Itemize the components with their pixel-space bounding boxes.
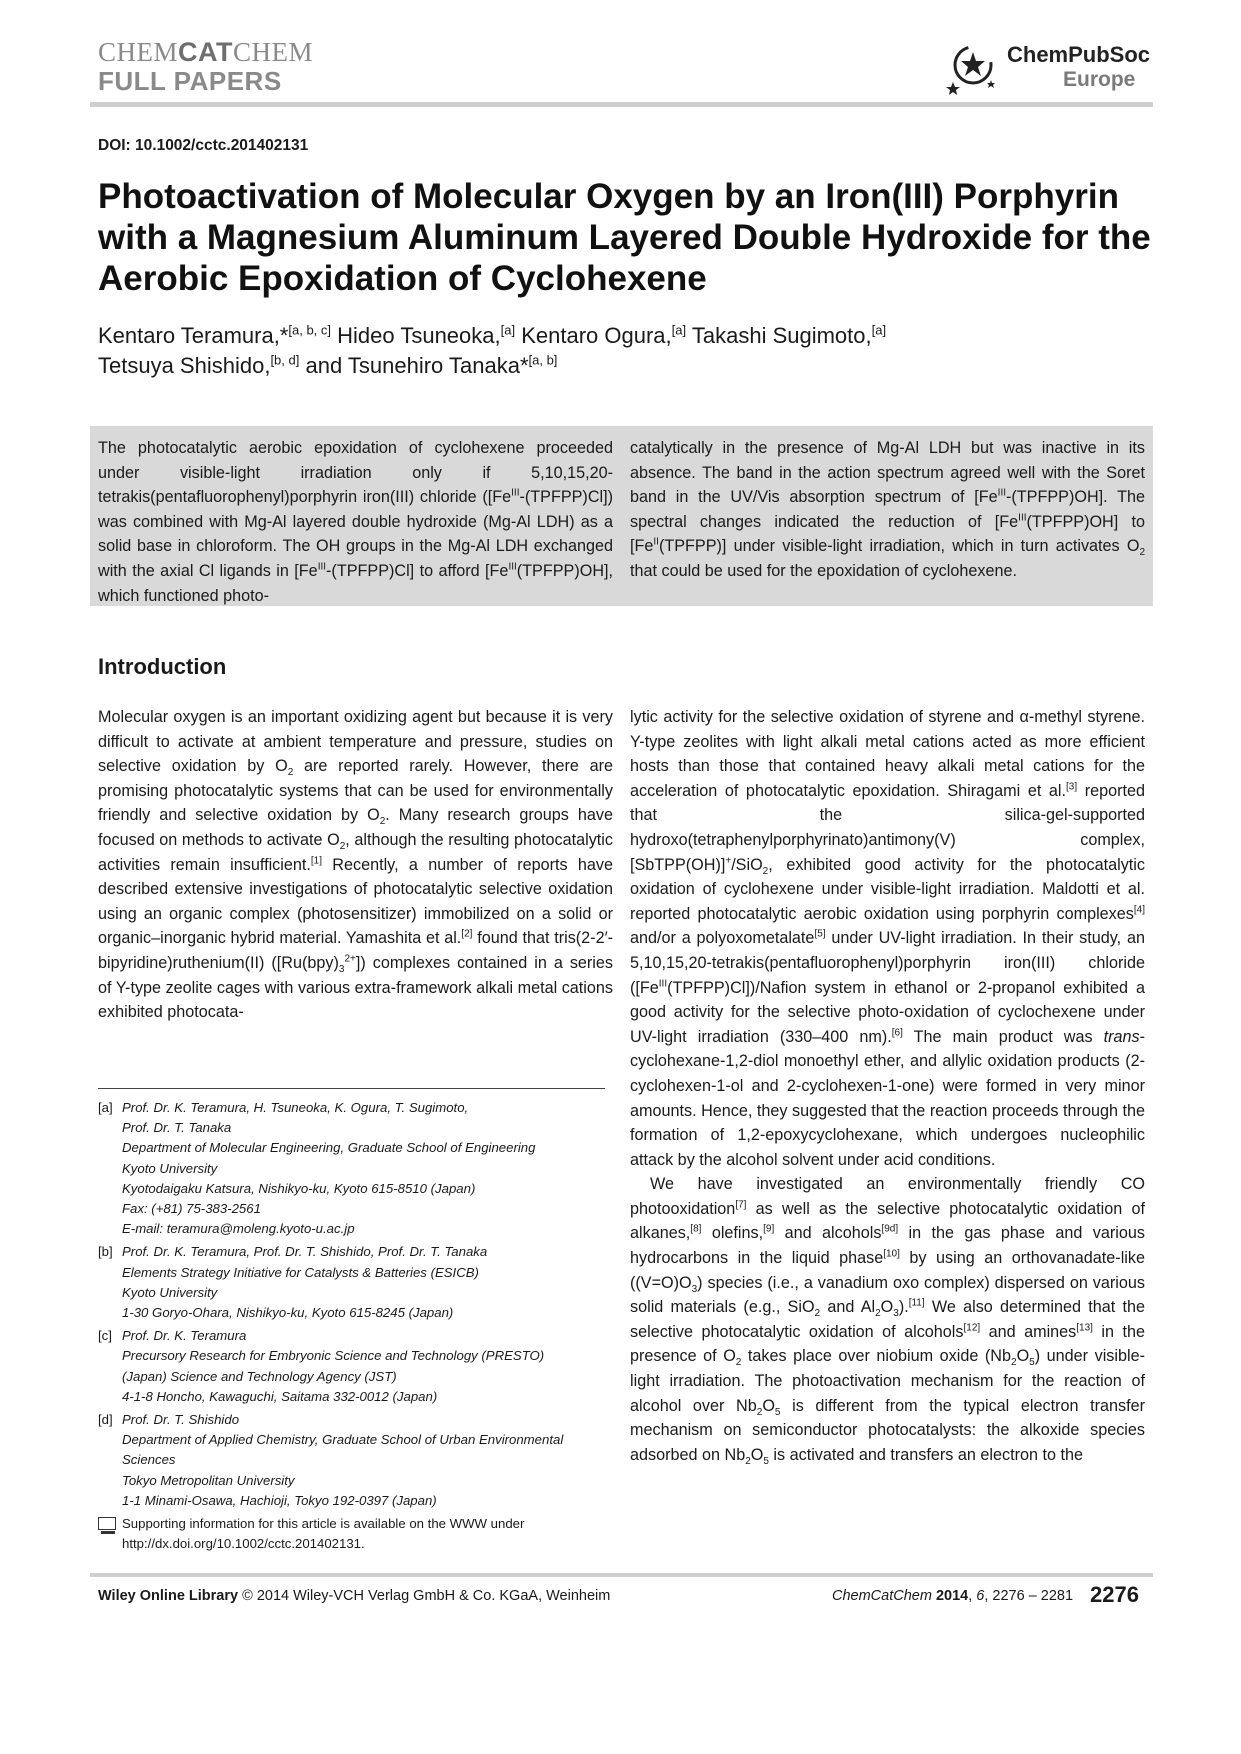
body-col-left: Molecular oxygen is an important oxidizing agent but because it is very difficult to activate at ambient temperature and pressure, studies on selective oxidation by $O_2$ are reported rarely. However, there are promising photocatalytic systems that can be used for environmentally friendly and selective oxidation by $O_2$. Many research groups have focused on methods to activate $O_2$, although the resulting photocatalytic activities remain insufficient.[1] Recently, a number of reports have described extensive investigations of photocatalytic selective oxidation using an organic complex (photosensitizer) immobilized on a solid or organic–inorganic hybrid material. Yamashita et al.[2] found that tris(2-2′-bipyridine)ruthenium(II) $([Ru(bpy)_3^{2+}])$ complexes contained in a series of Y-type zeolite cages with various extra-framework alkali metal cations exhibited photocata- xyxy=(98,708,614,1022)
page-number: 2276 xyxy=(1090,1582,1139,1607)
footer-citation: ChemCatChem 2014, 6, 2276 – 2281 xyxy=(832,1588,1074,1604)
computer-icon xyxy=(98,1517,116,1530)
author: Kentaro Teramura,* xyxy=(98,323,289,348)
header-rule xyxy=(90,102,1153,107)
footer-left: Wiley Online Library © 2014 Wiley-VCH Verlag GmbH & Co. KGaA, Weinheim xyxy=(98,1588,611,1604)
affiliation-c: [c] Prof. Dr. K. Teramura Precursory Research for Embryonic Science and Technology (PRESTO) (Japan) Science and Technology Agency (JST) 4-1-8 Honcho, Kawaguchi, Saitama 332-0012 (Japan) xyxy=(98,1328,545,1404)
abstract-col-right: catalytically in the presence of Mg-Al LDH but was inactive in its absence. The band in the action spectrum agreed well with the Soret band in the UV/Vis absorption spectrum of $[Fe^{III}-(TPFPP)OH]$. The spectral changes indicated the reduction of $[Fe^{III}(TPFPP)OH]$ to $[Fe^{II}(TPFPP)]$ under visible-light irradiation, which in turn activates $O_2$ that could be used for the epoxidation of cyclohexene. xyxy=(630,439,1145,580)
author: and Tsunehiro Tanaka* xyxy=(305,353,529,378)
logo-line-2: Europe xyxy=(1063,68,1136,91)
supporting-info-link[interactable]: http://dx.doi.org/10.1002/cctc.201402131. xyxy=(122,1536,365,1552)
author: Hideo Tsuneoka, xyxy=(337,323,501,348)
footer-rule xyxy=(90,1573,1153,1577)
author: Kentaro Ogura, xyxy=(521,323,672,348)
body-col-right: lytic activity for the selective oxidation of styrene and α-methyl styrene. Y-type zeolites with light alkali metal cations acted as more efficient hosts than those that contained heavy alkali metal cations for the acceleration of photocatalytic epoxidation. Shiragami et al.[3] reported that the silica-gel-supported hydroxo(tetraphenylporphyrinato)antimony(V) complex, [SbTPP(OH)]+/SiO$_2$, exhibited good activity for the photocatalytic oxidation of cyclohexene under visible-light irradiation. Maldotti et al. reported photocatalytic aerobic oxidation using porphyrin complexes[4] and/or a polyoxometalate[5] under UV-light irradiation. In their study, an 5,10,15,20-tetrakis(pentafluorophenyl)porphyrin iron(III) chloride $([Fe^{III}(TPFPP)Cl])$/Nafion system in ethanol or 2-propanol exhibited a good activity for the selective photo-oxidation of cyclochexene under UV-light irradiation (330–400 nm).[6] The main product was trans-cyclohexane-1,2-diol monoethyl ether, and allylic oxidation products (2-cyclohexen-1-ol and 2-cyclohexen-1-one) were formed in very minor amounts. Hence, they suggested that the reaction proceeds through the formation of 1,2-epoxycyclohexane, which undergoes nucleophilic attack by the alcohol solvent under acid conditions. We have investigated an environmentally friendly CO photooxidation[7] as well as the selective photocatalytic oxidation of alkanes,[8] olefins,[9] and alcohols[9d] in the gas phase and various hydrocarbons in the liquid phase[10] by using an orthovanadate-like $((V=O)O_3)$ species (i.e., a vanadium oxo complex) dispersed on various solid materials (e.g., SiO$_2$ and $Al_2O_3).[11]$ We also determined that the selective photocatalytic oxidation of alcohols[12] and amines[13] in the presence of $O_2$ takes place over niobium oxide $(Nb_2O_5)$ under visible-light irradiation. The photoactivation mechanism for the reaction of alcohol over $Nb_2O_5$ is different from the typical electron transfer mechanism on semiconductor photocatalysts: the alkoxide species adsorbed on $Nb_2O_5$ is activated and transfers an electron to the xyxy=(630,708,1146,1468)
affiliation-b: [b] Prof. Dr. K. Teramura, Prof. Dr. T. Shishido, Prof. Dr. T. Tanaka Elements Strategy Initiative for Catalysts & Batteries (ESICB) Kyoto University 1-30 Goryo-Ohara, Nishikyo-ku, Kyoto 615-8245 (Japan) xyxy=(98,1244,488,1321)
author-list: Kentaro Teramura,*[a, b, c] Hideo Tsuneoka,[a] Kentaro Ogura,[a] Takashi Sugimoto,[a] Tetsuya Shishido,[b, d] and Tsunehiro Tanaka*[a, b] xyxy=(98,322,887,378)
article-title: Photoactivation of Molecular Oxygen by an Iron(III) Porphyrin with a Magnesium Aluminum Layered Double Hydroxide for the Aerobic Epoxidation of Cyclohexene xyxy=(98,177,1151,298)
affiliations xyxy=(98,1098,613,1554)
star-seal-icon xyxy=(945,38,1005,96)
footnote-rule xyxy=(98,1088,605,1089)
author: Takashi Sugimoto, xyxy=(691,323,872,348)
wiley-library-link[interactable]: Wiley Online Library xyxy=(98,1588,239,1604)
affiliation-a: [a] Prof. Dr. K. Teramura, H. Tsuneoka, K. Ogura, T. Sugimoto, Prof. Dr. T. Tanaka Department of Molecular Engineering, Graduate School of Engineering Kyoto University Kyotodaigaku Katsura, Nishikyo-ku, Kyoto 615-8510 (Japan) Fax: (+81) 75-383-2561 E-mail: teramura@moleng.kyoto-u.ac.jp xyxy=(98,1100,536,1237)
supporting-info: Supporting information for this article is available on the WWW under http://dx.doi.org/10.1002/cctc.201402131. xyxy=(98,1514,613,1554)
publisher-logo xyxy=(945,38,1155,96)
paper-type: FULL PAPERS xyxy=(98,66,282,96)
section-heading: Introduction xyxy=(98,654,227,679)
abstract-col-left: The photocatalytic aerobic epoxidation of cyclohexene proceeded under visible-light irradiation only if 5,10,15,20-tetrakis(pentafluorophenyl)porphyrin iron(III) chloride $([Fe^{III}-(TPFPP)Cl])$ was combined with Mg-Al layered double hydroxide (Mg-Al LDH) as a solid base in chloroform. The OH groups in the Mg-Al LDH exchanged with the axial Cl ligands in $[Fe^{III}-(TPFPP)Cl]$ to afford $[Fe^{III}(TPFPP)OH]$, which functioned photo- xyxy=(98,439,614,605)
author: Tetsuya Shishido, xyxy=(98,353,271,378)
journal-name: CHEMCATCHEM xyxy=(98,37,314,67)
logo-line-1: ChemPubSoc xyxy=(1007,42,1151,67)
affiliation-d: [d] Prof. Dr. T. Shishido Department of Applied Chemistry, Graduate School of Urban Environmental Sciences Tokyo Metropolitan University 1-1 Minami-Osawa, Hachioji, Tokyo 192-0397 (Japan) xyxy=(98,1412,564,1508)
doi: DOI: 10.1002/cctc.201402131 xyxy=(98,137,309,154)
